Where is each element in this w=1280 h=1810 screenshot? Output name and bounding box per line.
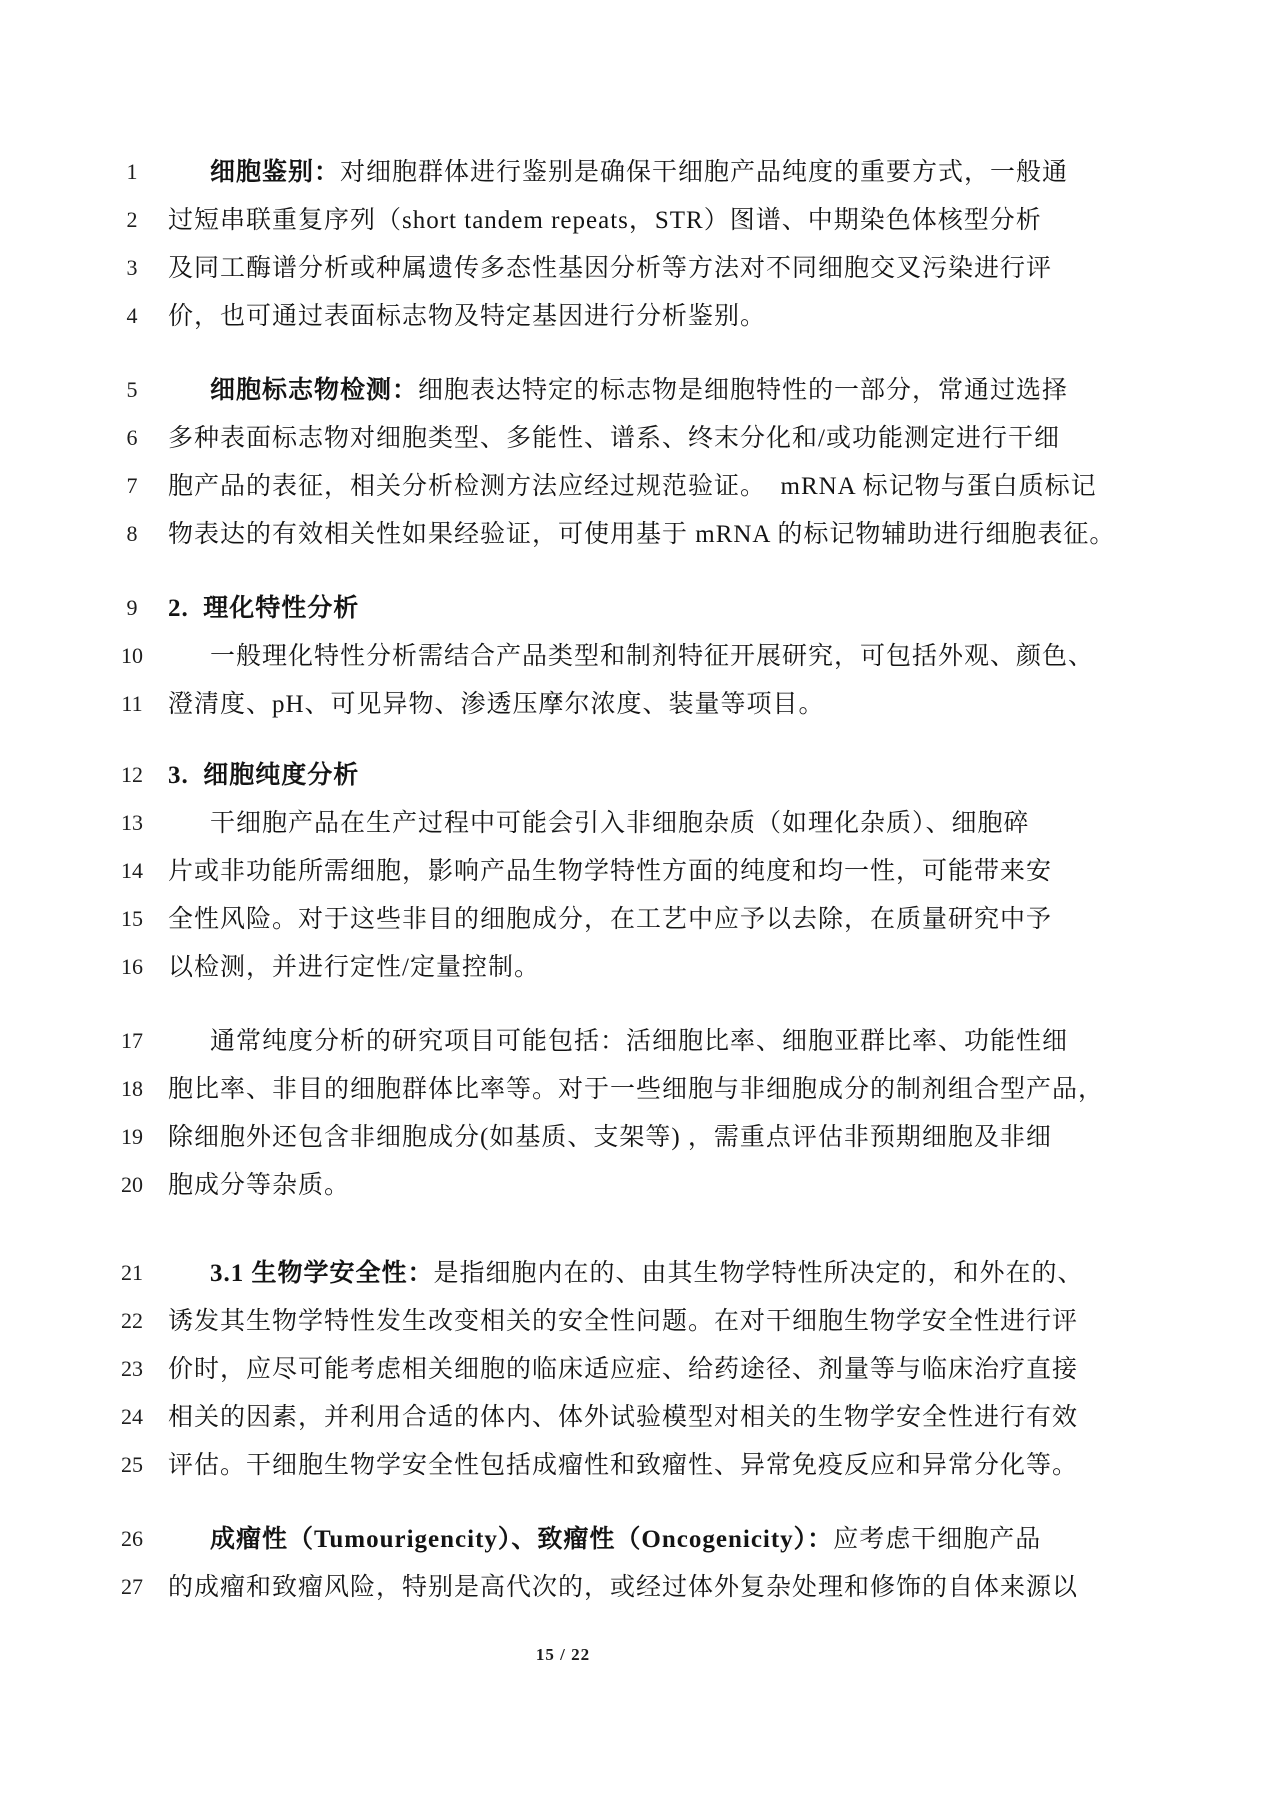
line-number: 14 <box>121 858 143 883</box>
line-plain-segment: 诱发其生物学特性发生改变相关的安全性问题。在对干细胞生物学安全性进行评 <box>168 1307 1079 1335</box>
line-number: 25 <box>121 1452 143 1477</box>
line-text <box>168 907 1052 932</box>
line-number: 23 <box>121 1356 143 1381</box>
line-plain-segment: 细胞表达特定的标志物是细胞特性的一部分，常通过选择 <box>418 376 1069 404</box>
line-bold-segment: 细胞标志物检测： <box>210 376 419 404</box>
line-number: 6 <box>126 425 138 450</box>
document-line <box>110 1113 1170 1161</box>
document-line <box>110 1441 1170 1489</box>
document-line <box>110 1065 1170 1113</box>
line-number: 17 <box>121 1028 143 1053</box>
line-text <box>168 859 1052 884</box>
line-number: 20 <box>121 1172 143 1197</box>
line-number: 7 <box>126 473 138 498</box>
line-number: 2 <box>126 207 138 232</box>
line-text <box>168 1527 1041 1552</box>
document-line <box>110 1393 1170 1441</box>
line-text <box>168 692 825 717</box>
document-line <box>110 244 1170 292</box>
line-text <box>168 160 1068 185</box>
line-plain-segment: 评估。干细胞生物学安全性包括成瘤性和致瘤性、异常免疫反应和异常分化等。 <box>168 1451 1079 1479</box>
document-line <box>110 632 1170 680</box>
line-plain-segment: 一般理化特性分析需结合产品类型和制剂特征开展研究，可包括外观、颜色、 <box>210 642 1095 670</box>
line-plain-segment: 相关的因素，并利用合适的体内、体外试验模型对相关的生物学安全性进行有效 <box>168 1403 1079 1431</box>
line-text <box>168 596 359 621</box>
line-text <box>168 1453 1078 1478</box>
line-text <box>168 304 766 329</box>
line-plain-segment: 的成瘤和致瘤风险，特别是高代次的，或经过体外复杂处理和修饰的自体来源以 <box>168 1573 1079 1601</box>
line-text <box>168 1125 1052 1150</box>
line-number: 22 <box>121 1308 143 1333</box>
line-number: 5 <box>126 377 138 402</box>
document-line <box>110 943 1170 991</box>
line-number: 12 <box>121 762 143 787</box>
line-plain-segment: 多种表面标志物对细胞类型、多能性、谱系、终末分化和/或功能测定进行干细 <box>168 424 1060 452</box>
line-text <box>168 811 1030 836</box>
document-line <box>110 1161 1170 1209</box>
document-line <box>110 1515 1170 1563</box>
line-plain-segment: 全性风险。对于这些非目的细胞成分，在工艺中应予以去除，在质量研究中予 <box>168 905 1053 933</box>
line-number: 16 <box>121 954 143 979</box>
line-bold-segment: 成瘤性（Tumourigencity）、致瘤性（Oncogenicity）： <box>210 1525 834 1553</box>
line-bold-segment: 3.1 生物学安全性： <box>210 1259 434 1287</box>
line-number: 10 <box>121 643 143 668</box>
line-text <box>168 474 1097 499</box>
line-text <box>168 426 1060 451</box>
line-number: 11 <box>121 691 143 716</box>
document-line <box>110 196 1170 244</box>
line-text <box>168 1173 350 1198</box>
line-plain-segment: 物表达的有效相关性如果经验证，可使用基于 mRNA 的标记物辅助进行细胞表征。 <box>168 520 1116 548</box>
line-plain-segment: 以检测，并进行定性/定量控制。 <box>168 953 540 981</box>
line-text <box>168 522 1115 547</box>
line-text <box>168 955 540 980</box>
line-text <box>168 256 1052 281</box>
document-line <box>110 414 1170 462</box>
document-line <box>110 510 1170 558</box>
line-text <box>168 644 1094 669</box>
line-plain-segment: 价时，应尽可能考虑相关细胞的临床适应症、给药途径、剂量等与临床治疗直接 <box>168 1355 1079 1383</box>
line-plain-segment: 是指细胞内在的、由其生物学特性所决定的，和外在的、 <box>433 1259 1084 1287</box>
line-number: 9 <box>126 595 138 620</box>
document-line <box>110 751 1170 799</box>
line-number: 1 <box>126 159 138 184</box>
line-plain-segment: 对细胞群体进行鉴别是确保干细胞产品纯度的重要方式，一般通 <box>340 158 1069 186</box>
line-plain-segment: 胞成分等杂质。 <box>168 1171 351 1199</box>
line-text <box>168 1309 1078 1334</box>
line-bold-segment: 2. 理化特性分析 <box>168 594 360 622</box>
document-line <box>110 366 1170 414</box>
line-bold-segment: 3. 细胞纯度分析 <box>168 761 360 789</box>
line-number: 18 <box>121 1076 143 1101</box>
line-number: 24 <box>121 1404 143 1429</box>
line-text <box>168 208 1042 233</box>
line-number: 8 <box>126 521 138 546</box>
line-plain-segment: 及同工酶谱分析或种属遗传多态性基因分析等方法对不同细胞交叉污染进行评 <box>168 254 1053 282</box>
line-text <box>168 1575 1078 1600</box>
line-number: 26 <box>121 1526 143 1551</box>
line-number: 15 <box>121 906 143 931</box>
line-number: 27 <box>121 1574 143 1599</box>
line-text <box>168 1357 1078 1382</box>
document-line <box>110 1297 1170 1345</box>
line-text <box>168 1077 1104 1102</box>
line-plain-segment: 胞产品的表征，相关分析检测方法应经过规范验证。 mRNA 标记物与蛋白质标记 <box>168 472 1097 500</box>
line-plain-segment: 通常纯度分析的研究项目可能包括：活细胞比率、细胞亚群比率、功能性细 <box>210 1027 1069 1055</box>
line-number: 4 <box>126 303 138 328</box>
document-line <box>110 1563 1170 1611</box>
document-line <box>110 292 1170 340</box>
line-plain-segment: 除细胞外还包含非细胞成分(如基质、支架等) ，需重点评估非预期细胞及非细 <box>168 1123 1052 1151</box>
document-line <box>110 847 1170 895</box>
line-text <box>168 378 1068 403</box>
line-plain-segment: 应考虑干细胞产品 <box>833 1525 1042 1553</box>
document-line <box>110 148 1170 196</box>
document-line <box>110 1017 1170 1065</box>
line-bold-segment: 细胞鉴别： <box>210 158 341 186</box>
document-line <box>110 680 1170 728</box>
line-plain-segment: 价，也可通过表面标志物及特定基因进行分析鉴别。 <box>168 302 767 330</box>
line-plain-segment: 片或非功能所需细胞，影响产品生物学特性方面的纯度和均一性，可能带来安 <box>168 857 1053 885</box>
line-text <box>168 1029 1068 1054</box>
document-line <box>110 1249 1170 1297</box>
document-line <box>110 1345 1170 1393</box>
line-plain-segment: 过短串联重复序列（short tandem repeats，STR）图谱、中期染色体核型分析 <box>168 206 1042 234</box>
line-plain-segment: 澄清度、pH、可见异物、渗透压摩尔浓度、装量等项目。 <box>168 690 825 718</box>
document-lines <box>110 148 1170 1611</box>
line-text <box>168 1261 1084 1286</box>
line-plain-segment: 干细胞产品在生产过程中可能会引入非细胞杂质（如理化杂质）、细胞碎 <box>210 809 1030 837</box>
document-line <box>110 799 1170 847</box>
line-number: 21 <box>121 1260 143 1285</box>
page-number: 15 / 22 <box>535 1645 591 1664</box>
line-plain-segment: 胞比率、非目的细胞群体比率等。对于一些细胞与非细胞成分的制剂组合型产品， <box>168 1075 1105 1103</box>
line-number: 13 <box>121 810 143 835</box>
line-text <box>168 763 359 788</box>
line-number: 3 <box>126 255 138 280</box>
line-text <box>168 1405 1078 1430</box>
document-line <box>110 462 1170 510</box>
document-line <box>110 895 1170 943</box>
document-line <box>110 584 1170 632</box>
line-number: 19 <box>121 1124 143 1149</box>
